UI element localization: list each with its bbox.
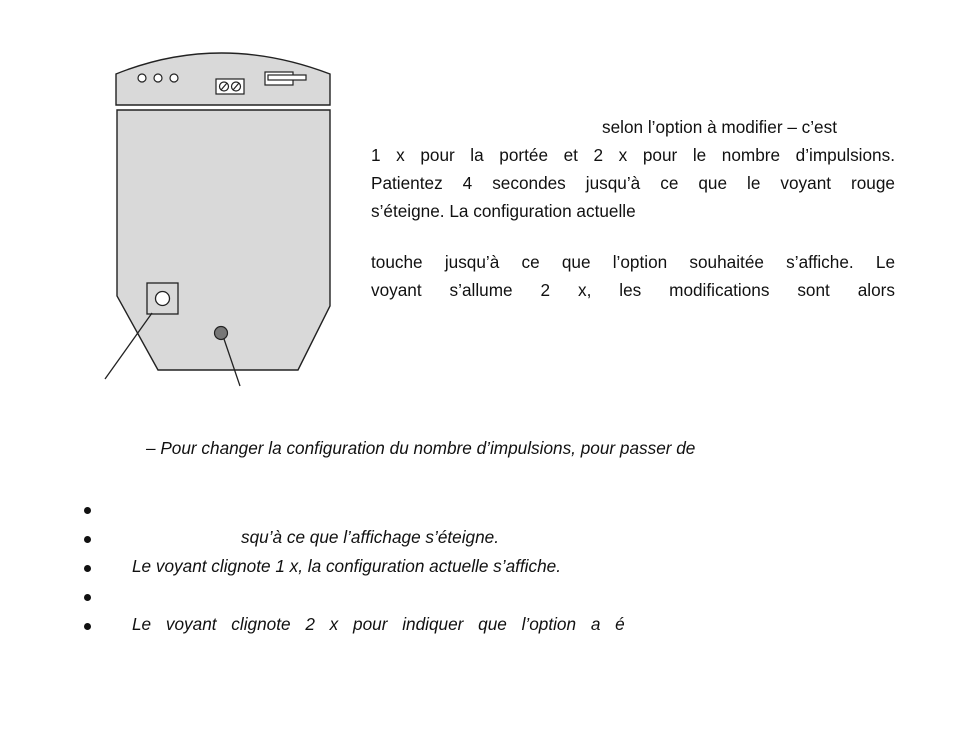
status-led-icon [215,327,228,340]
terminal-block-icon [216,79,244,94]
paragraph-line-5: touche jusqu’à ce que l’option souhaitée s’affiche. Le [371,252,895,272]
push-button-icon [147,283,178,314]
led-3 [170,74,178,82]
device-illustration [100,44,340,389]
bullet-icon [84,536,91,543]
paragraph-line-6: voyant s’allume 2 x, les modifications sont alors [371,280,895,300]
led-2 [154,74,162,82]
paragraph-line-3: Patientez 4 secondes jusqu’à ce que le voyant rouge [371,173,895,193]
paragraph-line-1: selon l’option à modifier – c’est [601,117,837,137]
list-item-text: Le voyant clignote 2 x pour indiquer que l’option a é [132,614,625,634]
paragraph-line-4: s’éteigne. La configuration actuelle [371,201,636,221]
section-caption: – Pour changer la configuration du nombre d’impulsions, pour passer de [146,438,696,458]
bullet-icon [84,594,91,601]
instructions-paragraph-2 [371,248,895,304]
led-indicators [138,74,178,82]
bullet-icon [84,623,91,630]
paragraph-line-2: 1 x pour la portée et 2 x pour le nombre d’impulsions. [371,145,895,165]
bullet-icon [84,507,91,514]
list-item-text: Le voyant clignote 1 x, la configuration actuelle s’affiche. [132,556,561,576]
instructions-paragraph [371,113,895,225]
bullet-icon [84,565,91,572]
list-item-text: squ’à ce que l’affichage s’éteigne. [241,527,499,547]
led-1 [138,74,146,82]
